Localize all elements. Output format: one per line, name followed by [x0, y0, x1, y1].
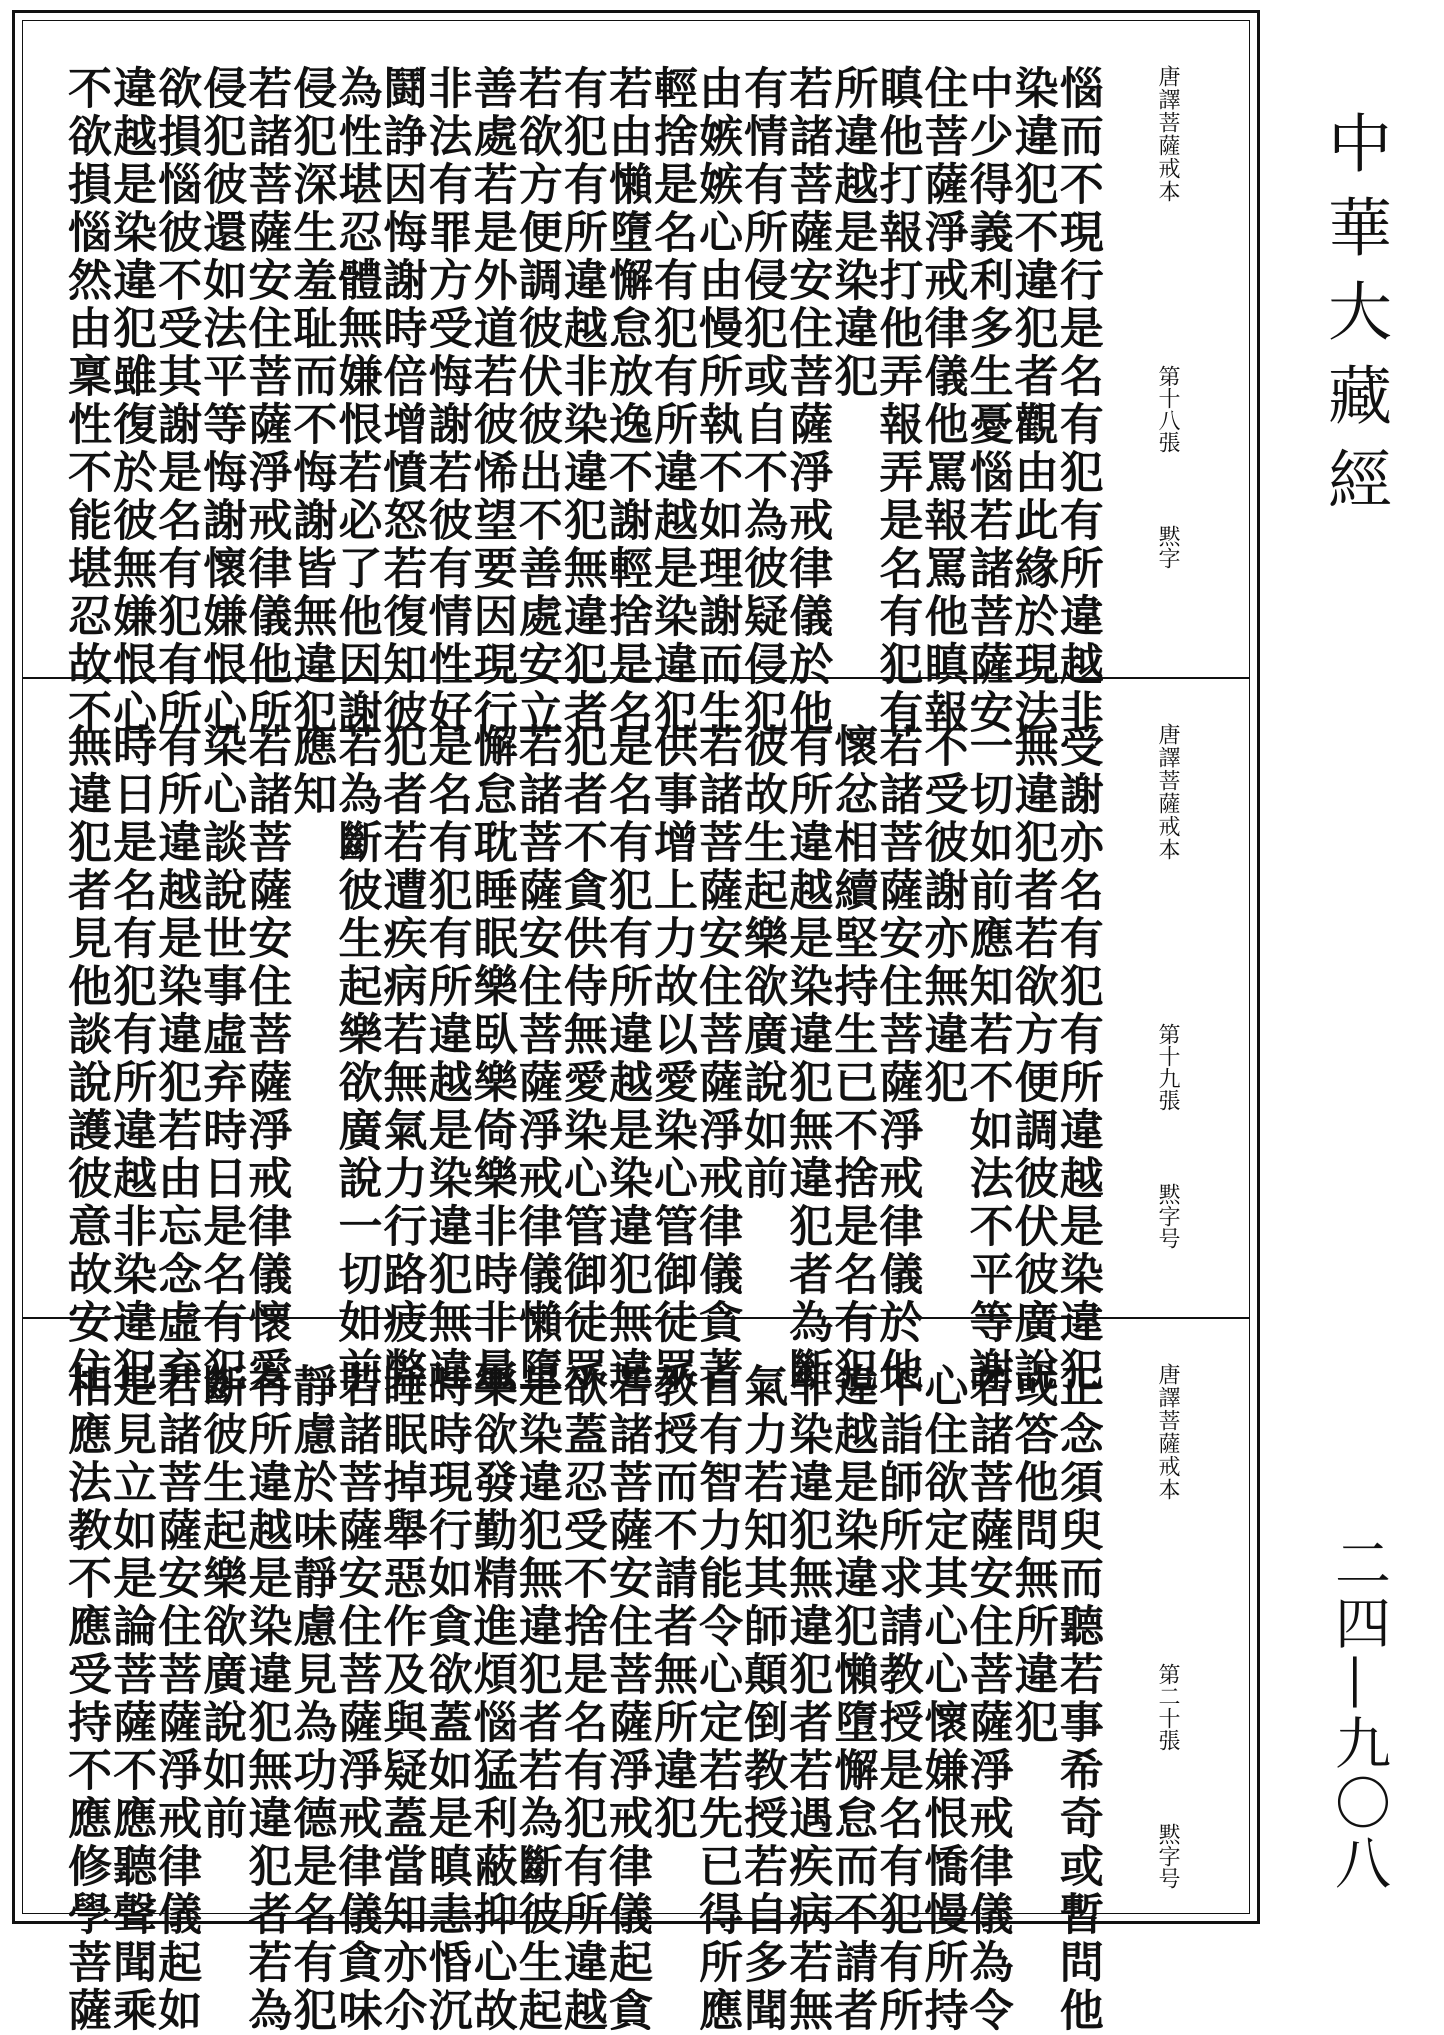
text-column: 受謝亦名有犯有所違越是染違犯 — [1051, 723, 1103, 1395]
text-column: 染違犯不違犯者觀由此緣於現法 — [1006, 65, 1058, 737]
text-column: 侵犯彼還如法平等悔謝懷嫌恨心 — [195, 65, 247, 737]
text-columns — [60, 1363, 1103, 2035]
text-column: 應知 — [285, 723, 337, 819]
text-column: 若欲方便調彼伏彼出不善處安立 — [510, 65, 562, 737]
text-column: 非染違犯無違犯者若遇疾病若無 — [781, 1363, 833, 2035]
text-column: 若諸菩薩安住菩薩淨戒律儀起如 — [150, 1363, 202, 2035]
text-column: 靜慮於味靜慮見為功德是名有犯 — [285, 1363, 337, 2035]
text-column: 若諸菩薩安住菩薩淨戒律儀貪著 — [691, 723, 743, 1395]
header-title: 唐譯菩薩戒本 — [1155, 65, 1180, 203]
text-column: 善處若是外道若彼悕望要因現行 — [465, 65, 517, 737]
text-column: 彼故生起樂欲廣說如前 — [736, 723, 788, 1203]
text-column: 或答他問無所違犯 — [1006, 1363, 1058, 1747]
text-column: 中少得義利多生憂惱若諸菩薩安 — [961, 65, 1013, 737]
header-char: 黙字号 — [1155, 1823, 1180, 1889]
text-column: 非法有罪方受悔謝若彼有情性好 — [420, 65, 472, 737]
text-column: 住菩薩淨戒律儀他罵報罵他瞋報 — [916, 65, 968, 737]
text-column: 侵犯深生羞耻而不悔謝皆無違犯 — [285, 65, 337, 737]
text-column: 供事增上力故以愛染心管御徒眾 — [646, 723, 698, 1395]
page-number: 二四—九〇八 — [1326, 1534, 1391, 1894]
text-column: 自有智力能令心定若先已得所應 — [691, 1363, 743, 2035]
text-column: 教授而不請者無所違犯 — [646, 1363, 698, 1843]
text-column: 有所違越是染違犯若由忘念虛弃 — [150, 723, 202, 1395]
text-column: 不詣師所求請教授是名有犯有所 — [871, 1363, 923, 2035]
text-column: 樂欲發勤精進煩惱猛利蔽抑心故 — [465, 1363, 517, 2035]
text-column: 瞋他打報打他弄報弄是名有犯有 — [871, 65, 923, 737]
text-column: 無違犯者見他談說護彼意故安住 — [60, 723, 111, 1395]
text-column: 違越是染違犯雖復於彼無嫌恨心 — [105, 65, 157, 737]
text-column: 氣力若知其師顛倒教授若自多聞 — [736, 1363, 788, 2035]
text-columns — [60, 723, 1103, 1395]
text-column: 時時現行如貪欲蓋如是瞋恚惛沉 — [420, 1363, 472, 2035]
header-page: 第二十張 — [1155, 1663, 1180, 1751]
panel-top — [23, 21, 1249, 737]
text-column: 正念須臾而聽若事希奇或暫問他 — [1051, 1363, 1103, 2035]
panel-bottom — [23, 1317, 1249, 2035]
panel-header — [1133, 1363, 1205, 1897]
panel-middle — [23, 677, 1249, 1395]
header-page: 第十八張 — [1155, 365, 1180, 453]
text-column: 惱而不現行是名有犯有所違越非 — [1051, 65, 1103, 737]
header-char: 黙字 — [1155, 525, 1180, 569]
text-column: 違越是染違犯懶墮懈怠而不請者 — [826, 1363, 878, 2035]
text-column: 所違越是染違犯 — [826, 65, 878, 401]
text-column: 是染違犯無違犯者若為斷彼生起 — [510, 1363, 562, 2035]
text-column: 若為斷彼生起樂欲廣說一切如前 — [330, 723, 382, 1395]
text-column: 若諸菩薩安住菩薩淨戒律儀於他 — [871, 723, 923, 1395]
header-title: 唐譯菩薩戒本 — [1155, 723, 1180, 861]
header-title: 唐譯菩薩戒本 — [1155, 1363, 1180, 1501]
panel-header — [1133, 723, 1205, 1303]
text-column: 有情有所侵犯或自不為彼疑侵犯 — [736, 65, 788, 737]
text-column: 是見立如是論菩薩不應聽聲聞乘 — [105, 1363, 157, 2035]
text-column: 是名有犯有所違越是染違犯無違 — [600, 723, 652, 1395]
text-column: 由嫉嫉心由慢所執不如理謝而生 — [691, 65, 743, 737]
text-column: 斷彼生起樂欲廣說如前 — [195, 1363, 247, 1843]
header-page: 第十九張 — [1155, 1023, 1180, 1111]
text-column: 若諸菩薩安住菩薩淨戒律儀於他 — [781, 65, 833, 737]
text-column: 若諸菩薩安住菩薩淨戒律儀貪味 — [330, 1363, 382, 2035]
text-column: 若諸菩薩安住菩薩淨戒律儀懶墮 — [510, 723, 562, 1395]
text-column: 犯者不貪供侍無愛染心管御徒眾 — [555, 723, 607, 1395]
text-columns — [60, 65, 1103, 737]
page-frame-inner — [22, 20, 1250, 2035]
text-column: 睡眠掉舉惡作及與疑蓋當知亦尒 — [375, 1363, 427, 2035]
text-column: 欲蓋忍受不捨是名有犯有所違越 — [555, 1363, 607, 2035]
text-column: 若諸菩薩安住菩薩淨戒律儀懷愛 — [240, 723, 292, 1395]
text-column: 染心談說世事虛弃時日是名有犯 — [195, 723, 247, 1395]
text-column: 為性堪忍體無嫌恨若必了他因謝 — [330, 65, 382, 737]
text-column: 有所違越是染違犯無違犯者為斷 — [781, 723, 833, 1395]
text-column: 若諸菩薩安住菩薩淨戒律儀他所 — [240, 65, 292, 737]
text-column: 懷忿相續堅持生已不捨是名有犯 — [826, 723, 878, 1395]
text-column: 有犯有所違越非染違犯無違犯者 — [555, 65, 607, 737]
text-column: 若諸菩薩安住菩薩淨戒律儀起貪 — [600, 1363, 652, 2035]
text-column: 輕捨是名有犯有所違越是染違犯 — [646, 65, 698, 737]
collection-title: 中華大藏經 — [1317, 110, 1391, 530]
header-char: 黙字号 — [1155, 1183, 1180, 1249]
text-column: 心住欲定其心心懷嫌恨憍慢所持 — [916, 1363, 968, 2035]
text-column: 若諸菩薩安住菩薩淨戒律儀為令 — [961, 1363, 1013, 2035]
panel-header — [1133, 65, 1205, 661]
text-column: 一切如前應知若不如法不平等謝 — [961, 723, 1013, 1395]
text-column: 若由懶墮懈怠放逸不謝輕捨是名 — [600, 65, 652, 737]
text-column: 相應法教不應受持不應修學菩薩 — [60, 1363, 111, 2035]
text-column: 犯者若遭疾病若無氣力行路疲弊 — [375, 723, 427, 1395]
text-column: 不受彼謝亦無違犯 — [916, 723, 968, 1107]
text-column: 時日是名有犯有所違越非染違犯 — [105, 723, 157, 1395]
text-column: 有所違越是染違犯無違犯者若為 — [240, 1363, 292, 2035]
page-frame — [12, 10, 1260, 2035]
text-column: 是名有犯有所違越是染違犯無違 — [420, 723, 472, 1395]
text-column: 懈怠耽睡眠樂臥樂倚樂非時非量 — [465, 723, 517, 1395]
text-column: 鬪諍因悔謝時倍增憤怒若復知彼 — [375, 65, 427, 737]
text-column: 欲損惱彼不受其謝是名有犯有所 — [150, 65, 202, 737]
text-column: 無違犯者若欲方便調彼伏彼廣說 — [1006, 723, 1058, 1395]
text-column: 不欲損惱然由稟性不能堪忍故不 — [60, 65, 111, 737]
